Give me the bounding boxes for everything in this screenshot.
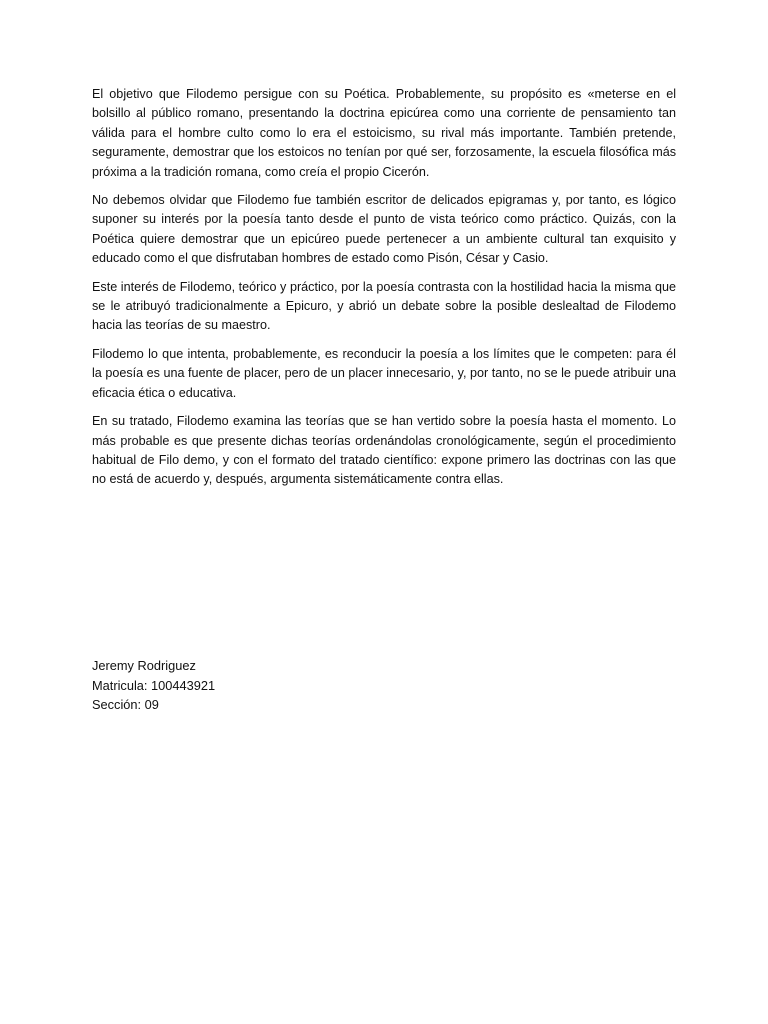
seccion-line: Sección: 09 — [92, 697, 159, 712]
matricula-line: Matricula: 100443921 — [92, 677, 216, 693]
document-body — [92, 85, 676, 499]
paragraph-1: El objetivo que Filodemo persigue con su Poética. Probablemente, su propósito es «meterse en el bolsillo al público romano, presentando la doctrina epicúrea como una corriente de pensamiento tan válida para el hombre culto como lo era el estoicismo, su rival más importante. También pretende, seguramente, demostrar que los estoicos no tenían por qué ser, forzosamente, la escuela filosófica más próxima a la tradición romana, como creía el propio Cicerón. — [92, 87, 676, 179]
paragraph-2: No debemos olvidar que Filodemo fue también escritor de delicados epigramas y, por tanto, es lógico suponer su interés por la poesía tanto desde el punto de vista teórico como práctico. Quizás, con la Poética quiere demostrar que un epicúreo puede pertenecer a un ambiente cultural tan exquisito y educado como el que disfrutaban hombres de estado como Pisón, César y Casio. — [92, 193, 676, 266]
signature-block — [92, 656, 215, 715]
paragraph-4: Filodemo lo que intenta, probablemente, es reconducir la poesía a los límites que le competen: para él la poesía es una fuente de placer, pero de un placer innecesario, y, por tanto, no se le puede atribuir una eficacia ética o educativa. — [92, 346, 676, 400]
paragraph-5: En su tratado, Filodemo examina las teorías que se han vertido sobre la poesía hasta el momento. Lo más probable es que presente dichas teorías ordenándolas cronológicamente, según el procedimiento habitual de Filo demo, y con el formato del tratado científico: expone primero las doctrinas con las que no está de acuerdo y, después, argumenta sistemáticamente contra ellas. — [92, 414, 676, 487]
author-name: Jeremy Rodriguez — [92, 658, 196, 673]
paragraph-3: Este interés de Filodemo, teórico y práctico, por la poesía contrasta con la hostilidad hacia la misma que se le atribuyó tradicionalmente a Epicuro, y abrió un debate sobre la posible deslealtad de Filodemo hacia las teorías de su maestro. — [92, 279, 676, 333]
